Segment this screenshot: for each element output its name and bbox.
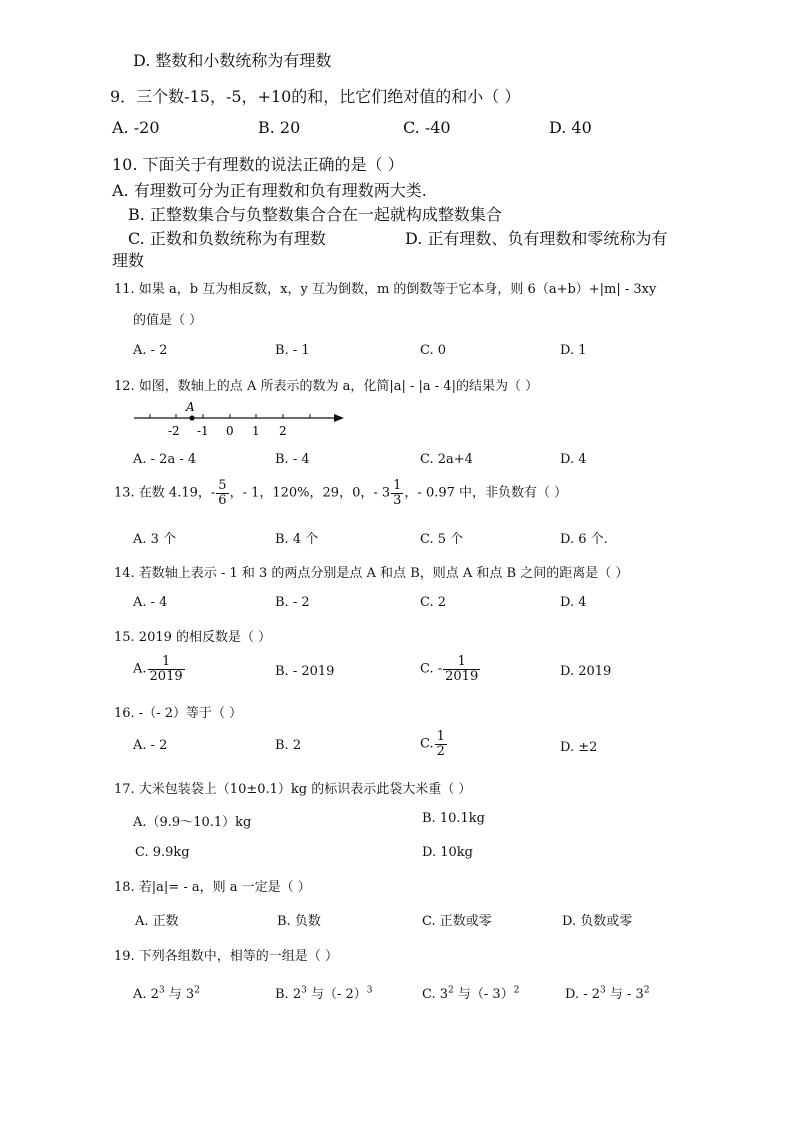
tick-label: -2: [168, 424, 180, 438]
q10-option-a: A. 有理数可分为正有理数和负有理数两大类.: [112, 181, 427, 200]
q13-stem-part-a: 13. 在数 4.19，-: [114, 485, 216, 501]
tick-label: 2: [279, 424, 287, 438]
question-19-stem: 19. 下列各组数中，相等的一组是（ ）: [114, 949, 338, 964]
q13-stem-part-b: ，- 1，120%，29，0，- 3: [229, 485, 391, 501]
q10-option-d: D. 正有理数、负有理数和零统称为有: [405, 229, 668, 248]
q9-option-c: C. -40: [403, 118, 451, 137]
q11-option-d: D. 1: [560, 343, 587, 358]
question-11-stem: 11. 如果 a，b 互为相反数，x，y 互为倒数，m 的倒数等于它本身，则 6（a+b）+|m| - 3xy: [114, 282, 657, 297]
q10-option-c: C. 正数和负数统称为有理数: [128, 229, 326, 248]
q13-stem-part-c: ，- 0.97 中，非负数有（ ）: [404, 485, 568, 501]
q14-option-c: C. 2: [420, 595, 447, 610]
q9-option-d: D. 40: [549, 118, 592, 137]
q12-option-c: C. 2a+4: [420, 452, 473, 467]
q18-option-d: D. 负数或零: [562, 914, 633, 929]
arrow-right-icon: [334, 414, 344, 422]
q18-option-c: C. 正数或零: [422, 914, 492, 929]
q14-option-a: A. - 4: [133, 595, 168, 610]
q15-option-c: C. - $\frac{1}{2019}$: [420, 654, 479, 684]
q14-option-d: D. 4: [560, 595, 587, 610]
q12-option-d: D. 4: [560, 452, 587, 467]
q19-option-d: D. - $2^3$ 与 - $3^2$: [565, 985, 650, 1002]
question-16-stem: 16. -（- 2）等于（ ）: [114, 706, 243, 721]
question-13-stem: [114, 479, 567, 507]
fraction-1-2: $\frac{1}{2}$: [436, 729, 445, 759]
q10-option-b: B. 正整数集合与负整数集合合在一起就构成整数集合: [128, 205, 502, 224]
q18-option-a: A. 正数: [135, 914, 179, 929]
question-10-stem: 10. 下面关于有理数的说法正确的是（ ）: [112, 155, 404, 174]
question-15-stem: 15. 2019 的相反数是（ ）: [114, 630, 272, 645]
q9-option-a: A. -20: [112, 118, 160, 137]
q12-option-a: A. - 2a - 4: [133, 452, 197, 467]
q17-option-b: B. 10.1kg: [422, 811, 485, 826]
q17-option-c: C. 9.9kg: [135, 845, 190, 860]
q19-option-a: A. $2^3$ 与 $3^2$: [133, 985, 200, 1002]
q11-option-a: A. - 2: [133, 343, 168, 358]
fraction-1-3: $\frac{1}{3}$: [393, 478, 402, 508]
q16-option-d: D. ±2: [560, 740, 598, 755]
tick-label: 0: [226, 424, 234, 438]
q11-option-c: C. 0: [420, 343, 447, 358]
question-9-stem: 9．三个数-15，-5，+10的和，比它们绝对值的和小（ ）: [110, 87, 521, 106]
q19-option-c: C. $3^2$ 与（- 3）$^2$: [422, 985, 520, 1002]
question-12-stem: 12. 如图，数轴上的点 A 所表示的数为 a，化简|a| - |a - 4|的结果为（ ）: [114, 379, 539, 394]
q15-option-b: B. - 2019: [275, 664, 335, 679]
q16-option-b: B. 2: [275, 738, 302, 753]
tick-label: -1: [197, 424, 209, 438]
question-14-stem: 14. 若数轴上表示 - 1 和 3 的两点分别是点 A 和点 B，则点 A 和点 B 之间的距离是（ ）: [114, 566, 629, 581]
q17-option-d: D. 10kg: [422, 845, 473, 860]
q13-option-c: C. 5 个: [420, 532, 464, 547]
fraction-1-2019: $\frac{1}{2019}$: [149, 654, 183, 684]
question-11-stem-cont: 的值是（ ）: [133, 313, 203, 328]
q18-option-b: B. 负数: [277, 914, 321, 929]
q15-option-a: A. $\frac{1}{2019}$: [133, 654, 183, 684]
q11-option-b: B. - 1: [275, 343, 310, 358]
number-line-figure: [130, 398, 350, 442]
q17-option-a: A.（9.9～10.1）kg: [133, 815, 252, 830]
q10-option-d-cont: 理数: [112, 251, 145, 270]
point-a-dot: [189, 415, 194, 420]
q19-option-b: B. $2^3$ 与（- 2）$^3$: [275, 985, 373, 1002]
point-a-label: A: [186, 400, 195, 414]
q13-option-b: B. 4 个: [275, 532, 319, 547]
q12-option-b: B. - 4: [275, 452, 310, 467]
q13-option-a: A. 3 个: [133, 532, 177, 547]
fraction-5-6: $\frac{5}{6}$: [218, 478, 227, 508]
question-17-stem: 17. 大米包装袋上（10±0.1）kg 的标识表示此袋大米重（ ）: [114, 782, 472, 797]
q15-option-d: D. 2019: [560, 664, 612, 679]
q14-option-b: B. - 2: [275, 595, 310, 610]
q16-option-c: C. $\frac{1}{2}$: [420, 729, 445, 759]
q13-option-d: D. 6 个.: [560, 532, 608, 547]
tick-label: 1: [252, 424, 260, 438]
fraction-1-2019: $\frac{1}{2019}$: [445, 654, 479, 684]
q8-option-d: D. 整数和小数统称为有理数: [133, 51, 332, 70]
q16-option-a: A. - 2: [133, 738, 168, 753]
q9-option-b: B. 20: [258, 118, 301, 137]
question-18-stem: 18. 若|a|= - a，则 a 一定是（ ）: [114, 880, 311, 895]
